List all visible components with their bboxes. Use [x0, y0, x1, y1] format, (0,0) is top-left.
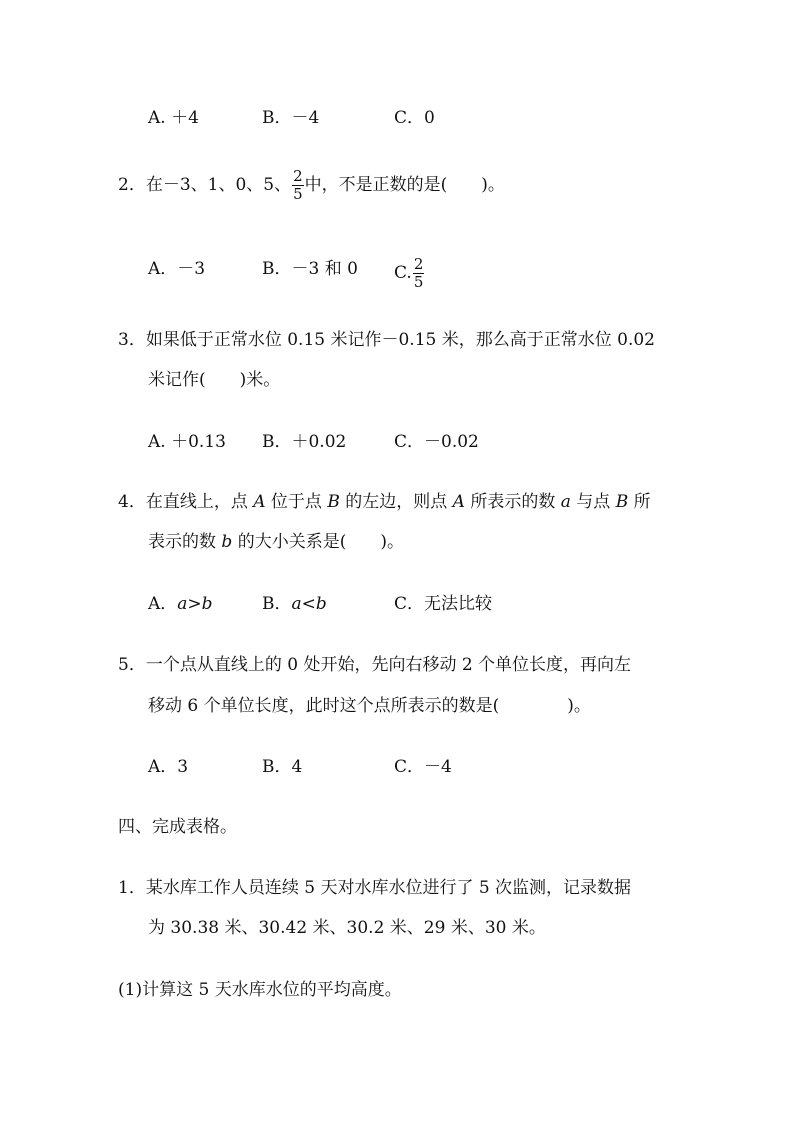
- fraction-numerator: 2: [293, 167, 303, 185]
- q4-option-b-prefix: B．: [262, 594, 292, 614]
- q5-option-a: A．3: [148, 757, 189, 777]
- question-4-number: 4．: [118, 492, 146, 512]
- variable-A: A: [452, 492, 465, 512]
- s4-question-1-line-1: 1．某水库工作人员连续 5 天对水库水位进行了 5 次监测，记录数据: [118, 878, 632, 898]
- s4-question-1-sub-1: (1)计算这 5 天水库水位的平均高度。: [118, 980, 402, 1000]
- variable-B: B: [615, 492, 629, 512]
- q4-text: 的左边，则点: [345, 492, 448, 512]
- question-2-number: 2．: [118, 175, 146, 195]
- q4-option-b-expr: a<b: [291, 594, 327, 614]
- option-c-fraction: [413, 256, 425, 291]
- q4-option-a-expr: a>b: [177, 594, 213, 614]
- question-3-line-2: 米记作( )米。: [148, 370, 281, 390]
- q4-option-a: [148, 592, 213, 616]
- q5-option-c: C．－4: [394, 757, 452, 777]
- variable-A: A: [253, 492, 266, 512]
- q2-option-c-prefix: C.: [394, 263, 412, 283]
- question-4-line-1: [118, 490, 651, 514]
- q4-text: 表示的数: [148, 532, 216, 552]
- q2-option-a: A．－3: [148, 259, 206, 279]
- question-3-line-1: 3．如果低于正常水位 0.15 米记作－0.15 米，那么高于正常水位 0.02: [118, 330, 655, 350]
- q3-option-b: B．＋0.02: [262, 432, 347, 452]
- question-5-line-1: 5．一个点从直线上的 0 处开始，先向右移动 2 个单位长度，再向左: [118, 655, 632, 675]
- question-5-line-2: 移动 6 个单位长度，此时这个点所表示的数是( )。: [148, 696, 591, 716]
- fraction-two-fifths: [292, 168, 304, 203]
- section-4-title: 四、完成表格。: [118, 817, 237, 837]
- q2-option-c: [394, 256, 425, 291]
- q4-text: 所表示的数: [470, 492, 556, 512]
- q3-option-c: C．－0.02: [394, 432, 479, 452]
- q5-option-b: B．4: [262, 757, 303, 777]
- q4-option-b: [262, 592, 327, 616]
- question-2-text-after: 中，不是正数的是( )。: [304, 175, 505, 195]
- fraction-denominator: 5: [413, 273, 424, 291]
- s4-question-1-line-2: 为 30.38 米、30.42 米、30.2 米、29 米、30 米。: [148, 918, 546, 938]
- q4-text: 所: [633, 492, 651, 512]
- q1-option-b: B．－4: [262, 108, 320, 128]
- q4-text: 与点: [576, 492, 611, 512]
- q1-option-a: A. ＋4: [148, 108, 199, 128]
- question-4-line-2: [148, 530, 404, 554]
- fraction-numerator: 2: [413, 255, 424, 273]
- fraction-denominator: 5: [293, 185, 303, 203]
- q4-option-c: C．无法比较: [394, 594, 493, 614]
- variable-a: a: [560, 492, 571, 512]
- q3-option-a: A. ＋0.13: [148, 432, 226, 452]
- variable-b: b: [221, 532, 233, 552]
- variable-B: B: [327, 492, 340, 512]
- q4-option-a-prefix: A．: [148, 594, 178, 614]
- q1-option-c: C．0: [394, 108, 435, 128]
- q4-text: 位于点: [270, 492, 322, 512]
- question-2-text-before: 在－3、1、0、5、: [145, 175, 292, 195]
- q4-text: 的大小关系是( )。: [237, 532, 404, 552]
- question-2: [118, 168, 505, 203]
- q4-text: 在直线上，点: [145, 492, 248, 512]
- q2-option-b: B．－3 和 0: [262, 259, 358, 279]
